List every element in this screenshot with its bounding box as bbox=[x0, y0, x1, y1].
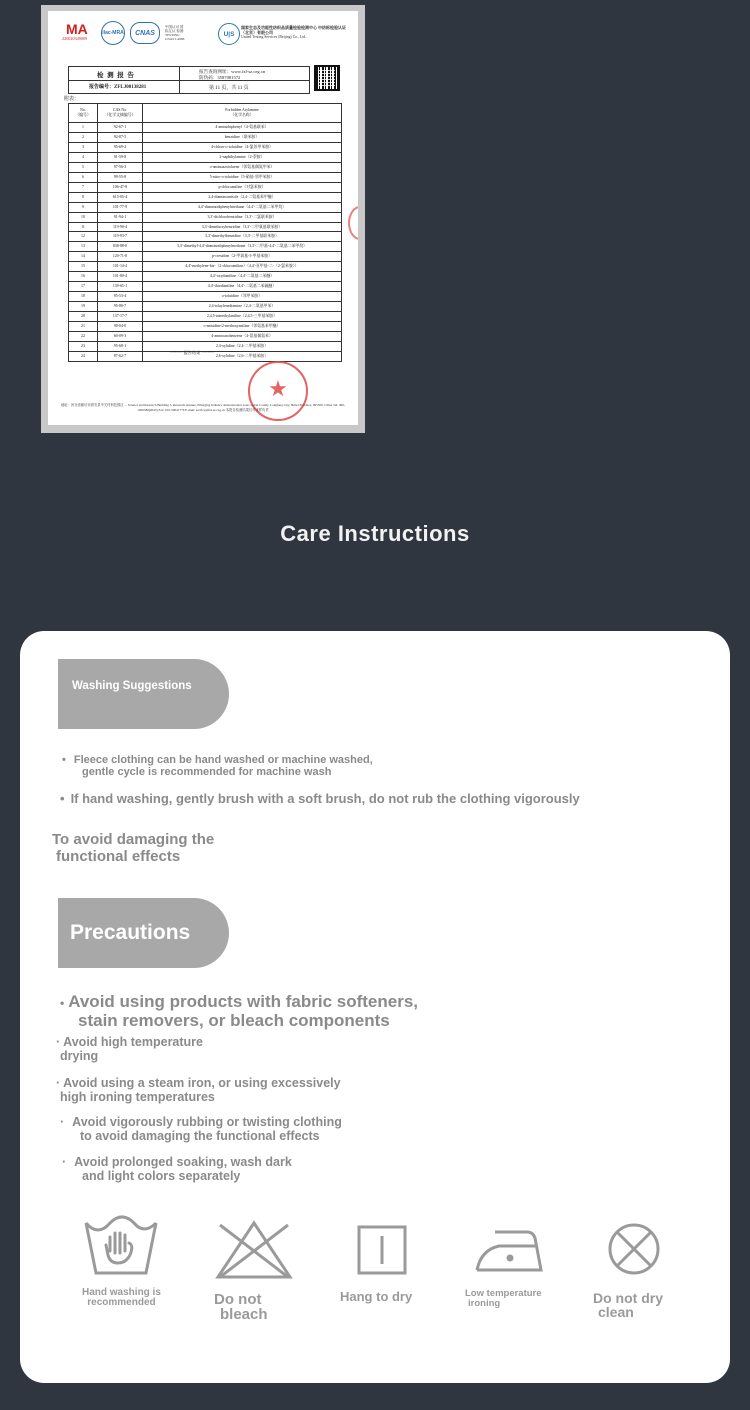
table-row bbox=[69, 312, 342, 322]
table-cell-cas: 97-56-3 bbox=[98, 162, 143, 172]
table-row bbox=[69, 222, 342, 232]
precautions-heading bbox=[58, 898, 229, 968]
table-row bbox=[69, 242, 342, 252]
table-cell-cas: 60-09-3 bbox=[98, 332, 143, 342]
table-header-arylamine bbox=[143, 104, 342, 123]
table-cell-no: 12 bbox=[69, 232, 98, 242]
cnas-logo-subtext: 中国认可 国际互认 检测 TESTING CNAS L4986 bbox=[165, 25, 185, 41]
table-cell-no: 2 bbox=[69, 132, 98, 142]
table-cell-no: 24 bbox=[69, 351, 98, 361]
icon-label-line: Hang to dry bbox=[340, 1289, 413, 1304]
table-cell-no: 13 bbox=[69, 242, 98, 252]
table-cell-arylamine: 2-naphthylamine（2-萘胺） bbox=[143, 152, 342, 162]
table-cell-no: 9 bbox=[69, 202, 98, 212]
ilac-mra-logo: ilac-MRA bbox=[101, 21, 125, 45]
icon-label-line: Do not dry bbox=[593, 1290, 663, 1306]
ma-logo-text: MA bbox=[66, 21, 88, 37]
table-cell-cas: 95-69-2 bbox=[98, 142, 143, 152]
table-row bbox=[69, 152, 342, 162]
washing-item-machine-wash: • Fleece clothing can be hand washed or machine washed, gentle cycle is recommended for machine wash bbox=[62, 754, 373, 779]
forbidden-arylamine-table bbox=[68, 103, 342, 362]
table-cell-arylamine: 2,4-xylidine（2,4-二甲基苯胺） bbox=[143, 341, 342, 351]
report-query-code: 防伪码：3587081572 bbox=[199, 75, 241, 80]
precaution-item-line: Avoid vigorously rubbing or twisting clothing bbox=[72, 1115, 342, 1129]
precaution-item-softeners: • Avoid using products with fabric softeners, stain removers, or bleach components bbox=[60, 992, 418, 1030]
table-row bbox=[69, 192, 342, 202]
table-header-line: （化学文摘编号） bbox=[104, 113, 136, 117]
precaution-item-line: Avoid prolonged soaking, wash dark bbox=[74, 1155, 292, 1169]
lab-company-name bbox=[241, 25, 351, 40]
icon-label-line: Hand washing is bbox=[82, 1287, 161, 1298]
table-cell-arylamine: 3,3'-dimethyl-4,4'-diaminodiphenylmethane（3,3'-二甲基-4,4'-二氨基二苯甲烷） bbox=[143, 242, 342, 252]
care-instructions-title: Care Instructions bbox=[280, 521, 470, 546]
table-cell-no: 1 bbox=[69, 123, 98, 133]
table-cell-cas: 95-53-4 bbox=[98, 292, 143, 302]
care-card bbox=[20, 631, 730, 1383]
precaution-item-high-temp: · Avoid high temperature drying bbox=[56, 1035, 204, 1063]
table-row bbox=[69, 132, 342, 142]
table-row bbox=[69, 123, 342, 133]
table-cell-cas: 91-59-8 bbox=[98, 152, 143, 162]
table-row bbox=[69, 142, 342, 152]
precaution-item-line: to avoid damaging the functional effects bbox=[80, 1128, 320, 1143]
appendix-label: 附表： bbox=[64, 97, 80, 102]
table-cell-cas: 106-47-8 bbox=[98, 182, 143, 192]
low-temp-iron-icon bbox=[473, 1226, 545, 1279]
ma-logo bbox=[62, 21, 96, 45]
do-not-bleach-icon bbox=[214, 1219, 294, 1286]
table-cell-cas: 87-62-7 bbox=[98, 351, 143, 361]
icon-label-line: ironing bbox=[468, 1297, 501, 1309]
washing-note bbox=[52, 832, 214, 865]
low-temp-iron-label bbox=[465, 1289, 542, 1308]
table-header-no bbox=[69, 104, 98, 123]
table-header-cas bbox=[98, 104, 143, 123]
icon-label-line: Do not bbox=[214, 1291, 262, 1308]
table-row bbox=[69, 172, 342, 182]
report-number: 报告编号：ZFLJ0013828​1 bbox=[89, 85, 147, 90]
table-row bbox=[69, 302, 342, 312]
report-end-note: ****** 报告结束 ****** bbox=[170, 350, 214, 355]
washing-item-line: If hand washing, gently brush with a soft brush, do not rub the clothing vigorously bbox=[70, 791, 580, 806]
table-cell-no: 11 bbox=[69, 222, 98, 232]
table-cell-arylamine: o-aminoazotoluene（邻氨基偶氮甲苯） bbox=[143, 162, 342, 172]
cnas-logo: CNAS bbox=[130, 22, 160, 44]
icon-label-line: bleach bbox=[220, 1306, 268, 1323]
table-row bbox=[69, 322, 342, 332]
table-cell-no: 17 bbox=[69, 282, 98, 292]
lab-company-name-en: United Testing Services (Beijing) Co., Ltd. bbox=[241, 35, 307, 39]
table-cell-arylamine: 4-aminoazobenzene（4-氨基偶氮苯） bbox=[143, 332, 342, 342]
table-cell-cas: 95-80-7 bbox=[98, 302, 143, 312]
table-row bbox=[69, 182, 342, 192]
seal-stamp-edge bbox=[348, 206, 358, 240]
table-cell-cas: 137-17-7 bbox=[98, 312, 143, 322]
table-row bbox=[69, 282, 342, 292]
washing-note-line: To avoid damaging the bbox=[52, 831, 215, 848]
icon-label-line: recommended bbox=[87, 1297, 156, 1308]
precaution-item-line: stain removers, or bleach components bbox=[78, 1010, 390, 1030]
table-cell-no: 14 bbox=[69, 252, 98, 262]
table-cell-arylamine: o-toluidine（邻甲苯胺） bbox=[143, 292, 342, 302]
table-cell-arylamine: 2,4-diaminoanisole（2,4-二氨基苯甲醚） bbox=[143, 192, 342, 202]
precaution-item-line: drying bbox=[60, 1048, 99, 1063]
washing-suggestions-heading bbox=[58, 659, 229, 729]
precaution-item-line: Avoid using a steam iron, or using excessively bbox=[63, 1076, 341, 1090]
table-cell-no: 15 bbox=[69, 262, 98, 272]
table-cell-cas: 90-04-0 bbox=[98, 322, 143, 332]
table-cell-cas: 139-65-1 bbox=[98, 282, 143, 292]
do-not-dry-clean-label bbox=[593, 1291, 663, 1319]
table-cell-no: 19 bbox=[69, 302, 98, 312]
washing-item-line: Fleece clothing can be hand washed or machine washed, bbox=[73, 754, 373, 766]
table-cell-cas: 91-94-1 bbox=[98, 212, 143, 222]
table-cell-arylamine: 5-nitro-o-toluidine（5-硝基-邻甲苯胺） bbox=[143, 172, 342, 182]
precaution-item-steam-iron: · Avoid using a steam iron, or using excessively high ironing temperatures bbox=[56, 1076, 341, 1104]
table-cell-arylamine: p-chloroaniline（对氯苯胺） bbox=[143, 182, 342, 192]
hand-wash-icon bbox=[82, 1215, 160, 1284]
table-header-line: Forbidden Arylamine bbox=[225, 108, 259, 112]
report-query-website: 报告查询网址：www.fzl-sz.ceg.cn bbox=[199, 69, 266, 74]
table-cell-cas: 838-88-0 bbox=[98, 242, 143, 252]
table-cell-arylamine: 4-aminobiphenyl（4-氨基联苯） bbox=[143, 123, 342, 133]
uts-logo: U|S bbox=[218, 23, 240, 45]
table-cell-arylamine: 4,4'-thiodianiline（4,4'-二氨基二苯硫醚） bbox=[143, 282, 342, 292]
table-cell-no: 21 bbox=[69, 322, 98, 332]
table-cell-arylamine: p-cresidine（2-甲氧基-5-甲基苯胺） bbox=[143, 252, 342, 262]
table-cell-no: 10 bbox=[69, 212, 98, 222]
table-cell-cas: 615-05-4 bbox=[98, 192, 143, 202]
table-cell-cas: 101-77-9 bbox=[98, 202, 143, 212]
table-cell-no: 23 bbox=[69, 341, 98, 351]
table-row bbox=[69, 262, 342, 272]
table-row bbox=[69, 252, 342, 262]
precaution-item-line: and light colors separately bbox=[82, 1168, 241, 1183]
precaution-item-line: high ironing temperatures bbox=[60, 1089, 215, 1104]
washing-item-line: gentle cycle is recommended for machine wash bbox=[82, 766, 332, 779]
table-cell-arylamine: benzidine（联苯胺） bbox=[143, 132, 342, 142]
table-row bbox=[69, 332, 342, 342]
table-cell-cas: 119-93-7 bbox=[98, 232, 143, 242]
table-row bbox=[69, 272, 342, 282]
table-cell-no: 22 bbox=[69, 332, 98, 342]
table-cell-no: 6 bbox=[69, 172, 98, 182]
table-cell-no: 16 bbox=[69, 272, 98, 282]
test-report-image bbox=[41, 5, 365, 433]
precautions-heading-text: Precautions bbox=[70, 921, 191, 944]
icon-label-line: clean bbox=[598, 1304, 634, 1320]
qr-code-icon bbox=[314, 65, 340, 91]
report-footer-address: 地址：河北省廊坊市固安县中关村科技园区 ... Science and Research Building 5, Research Avenue, Emerging Industry demonstration zone, Gu'an County, Langfang City, Hebei Province, 065500, China Tel: 400-1000580(6043) Fax: 010-59041779 E-mail: service@fzl-sz.ceg.cn 本报告检测结果仅对来样负责 bbox=[61, 403, 345, 412]
table-cell-arylamine: 3,3'-dimethylbenzidine（3,3'-二甲基联苯胺） bbox=[143, 232, 342, 242]
table-header-line: CAS No. bbox=[112, 108, 128, 112]
table-cell-cas: 99-55-8 bbox=[98, 172, 143, 182]
table-cell-cas: 95-68-1 bbox=[98, 341, 143, 351]
official-seal-stamp: ★ bbox=[248, 361, 308, 421]
table-row bbox=[69, 212, 342, 222]
hand-wash-label bbox=[82, 1288, 161, 1308]
ma-logo-number: 220020349009 bbox=[62, 36, 88, 41]
table-row bbox=[69, 292, 342, 302]
table-cell-no: 20 bbox=[69, 312, 98, 322]
precaution-item-line: Avoid using products with fabric softeners, bbox=[68, 992, 418, 1011]
table-cell-arylamine: 4,4'-methylene-bis-（2-chloroaniline）（4,4'-亚甲基-二-（2-氯苯胺）） bbox=[143, 262, 342, 272]
precaution-item-rubbing: · Avoid vigorously rubbing or twisting clothing to avoid damaging the functional effects bbox=[60, 1115, 342, 1143]
table-header-line: No. bbox=[80, 108, 86, 112]
washing-suggestions-heading-text: Washing Suggestions bbox=[72, 680, 192, 692]
table-cell-cas: 92-67-1 bbox=[98, 123, 143, 133]
table-cell-no: 3 bbox=[69, 142, 98, 152]
table-cell-arylamine: 3,3'-dichlorobenzidine（3,3'-二氯联苯胺） bbox=[143, 212, 342, 222]
table-cell-arylamine: 4-chloro-o-toluidine（4-氯邻甲苯胺） bbox=[143, 142, 342, 152]
report-title: 检 测 报 告 bbox=[97, 72, 135, 79]
table-cell-arylamine: 4,4'-oxydianiline（4,4'-二氨基二苯醚） bbox=[143, 272, 342, 282]
table-cell-arylamine: 3,3'-dimethoxybenzidine（3,3'-二甲氧基联苯胺） bbox=[143, 222, 342, 232]
icon-label-line: Low temperature bbox=[465, 1288, 542, 1299]
precaution-item-line: Avoid high temperature bbox=[63, 1035, 204, 1049]
precaution-item-soaking: · Avoid prolonged soaking, wash dark and light colors separately bbox=[62, 1155, 292, 1183]
table-row bbox=[69, 202, 342, 212]
report-header-box bbox=[68, 66, 310, 94]
hang-dry-label bbox=[340, 1290, 412, 1303]
table-cell-arylamine: 2,4,5-trimethylaniline（2,4,5-三甲基苯胺） bbox=[143, 312, 342, 322]
table-cell-no: 8 bbox=[69, 192, 98, 202]
table-cell-cas: 101-14-4 bbox=[98, 262, 143, 272]
table-cell-no: 18 bbox=[69, 292, 98, 302]
table-cell-cas: 120-71-8 bbox=[98, 252, 143, 262]
washing-item-hand-wash: • If hand washing, gently brush with a soft brush, do not rub the clothing vigorously bbox=[60, 791, 580, 806]
table-cell-cas: 92-87-5 bbox=[98, 132, 143, 142]
table-row bbox=[69, 232, 342, 242]
table-cell-arylamine: 4,4'-diaminodiphenylmethane（4,4'-二氨基二苯甲烷） bbox=[143, 202, 342, 212]
table-cell-arylamine: 2,6-xylidine（2,6-二甲基苯胺） bbox=[143, 351, 342, 361]
hang-dry-icon bbox=[356, 1224, 410, 1283]
table-cell-no: 5 bbox=[69, 162, 98, 172]
report-page-number: 第 11 页，共 11 页 bbox=[209, 86, 249, 91]
test-report-page bbox=[48, 11, 358, 425]
table-cell-cas: 101-80-4 bbox=[98, 272, 143, 282]
table-cell-no: 7 bbox=[69, 182, 98, 192]
table-cell-no: 4 bbox=[69, 152, 98, 162]
do-not-dry-clean-icon bbox=[606, 1221, 662, 1282]
table-cell-cas: 119-90-4 bbox=[98, 222, 143, 232]
do-not-bleach-label bbox=[214, 1292, 268, 1322]
table-header-line: （编号） bbox=[75, 113, 91, 117]
table-header-line: （化学名称） bbox=[230, 113, 254, 117]
certification-logos bbox=[62, 21, 185, 45]
lab-company-name-cn: 国家生态及功能性纺织品质量检验检测中心 中纺标检验认证（北京）有限公司 bbox=[241, 25, 346, 35]
table-cell-arylamine: 2,4-toluylenediamine（2,4-二氨基甲苯） bbox=[143, 302, 342, 312]
table-cell-arylamine: o-anisidine/2-methoxyaniline（邻氨基苯甲醚） bbox=[143, 322, 342, 332]
washing-note-line: functional effects bbox=[56, 847, 181, 865]
table-row bbox=[69, 162, 342, 172]
